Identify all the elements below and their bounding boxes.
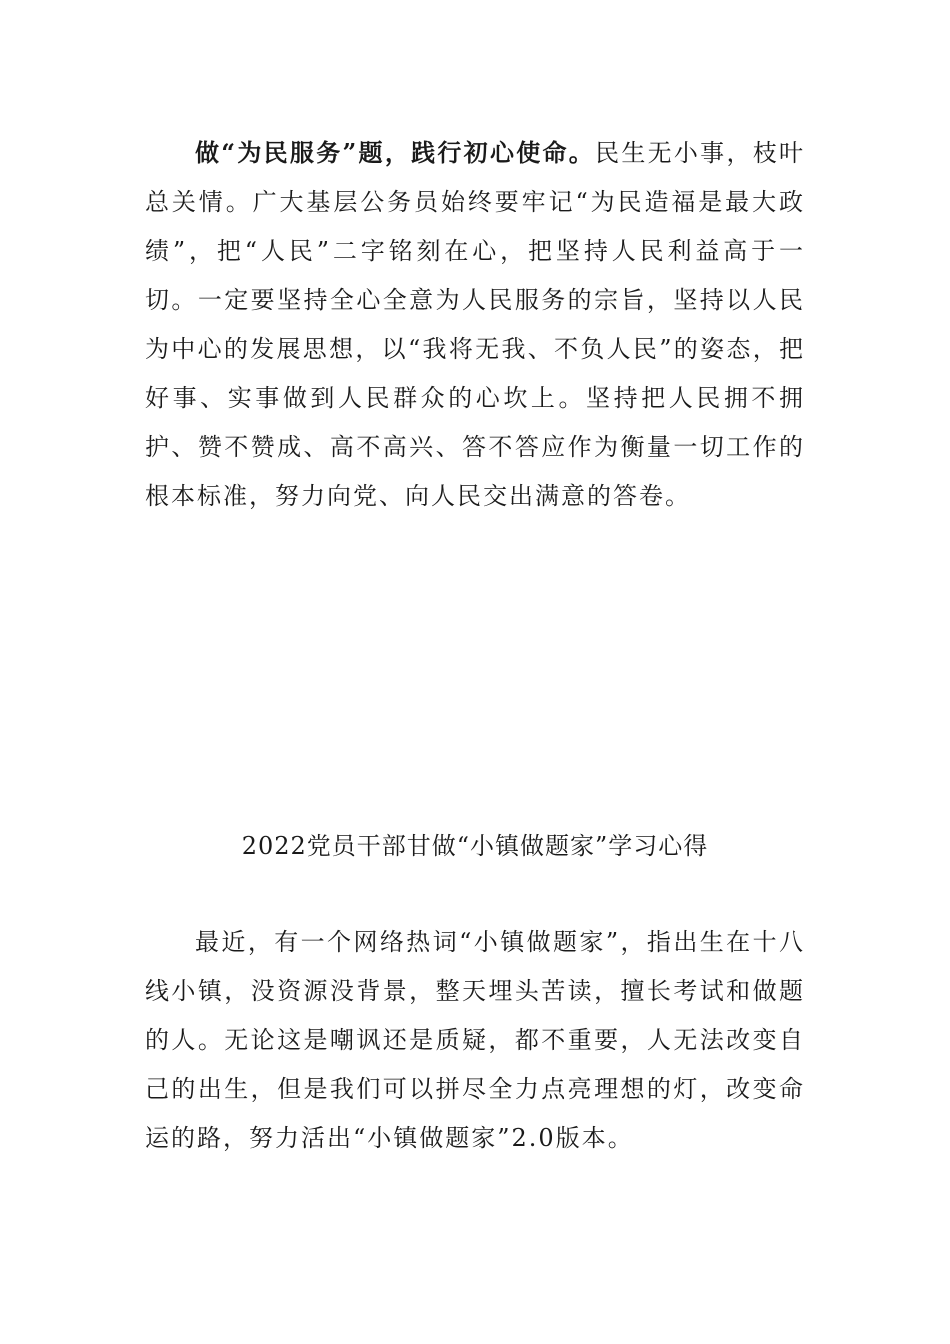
paragraph-lead-heading: 做“为民服务”题，践行初心使命。 [195, 138, 596, 167]
paragraph-intro: 最近，有一个网络热词“小镇做题家”，指出生在十八线小镇，没资源没背景，整天埋头苦读，擅长考试和做题的人。无论这是嘲讽还是质疑，都不重要，人无法改变自己的出生，但是我们可以拼尽全力点亮理想的灯，改变命运的路，努力活出“小镇做题家”2.0版本。 [145, 928, 805, 1152]
paragraph-public-service [145, 128, 805, 521]
paragraph-body: 民生无小事，枝叶总关情。广大基层公务员始终要牢记“为民造福是最大政绩”，把“人民”二字铭刻在心，把坚持人民利益高于一切。一定要坚持全心全意为人民服务的宗旨，坚持以人民为中心的发展思想，以“我将无我、不负人民”的姿态，把好事、实事做到人民群众的心坎上。坚持把人民拥不拥护、赞不赞成、高不高兴、答不答应作为衡量一切工作的根本标准，努力向党、向人民交出满意的答卷。 [145, 139, 806, 510]
article-title: 2022党员干部甘做“小镇做题家”学习心得 [241, 832, 709, 860]
